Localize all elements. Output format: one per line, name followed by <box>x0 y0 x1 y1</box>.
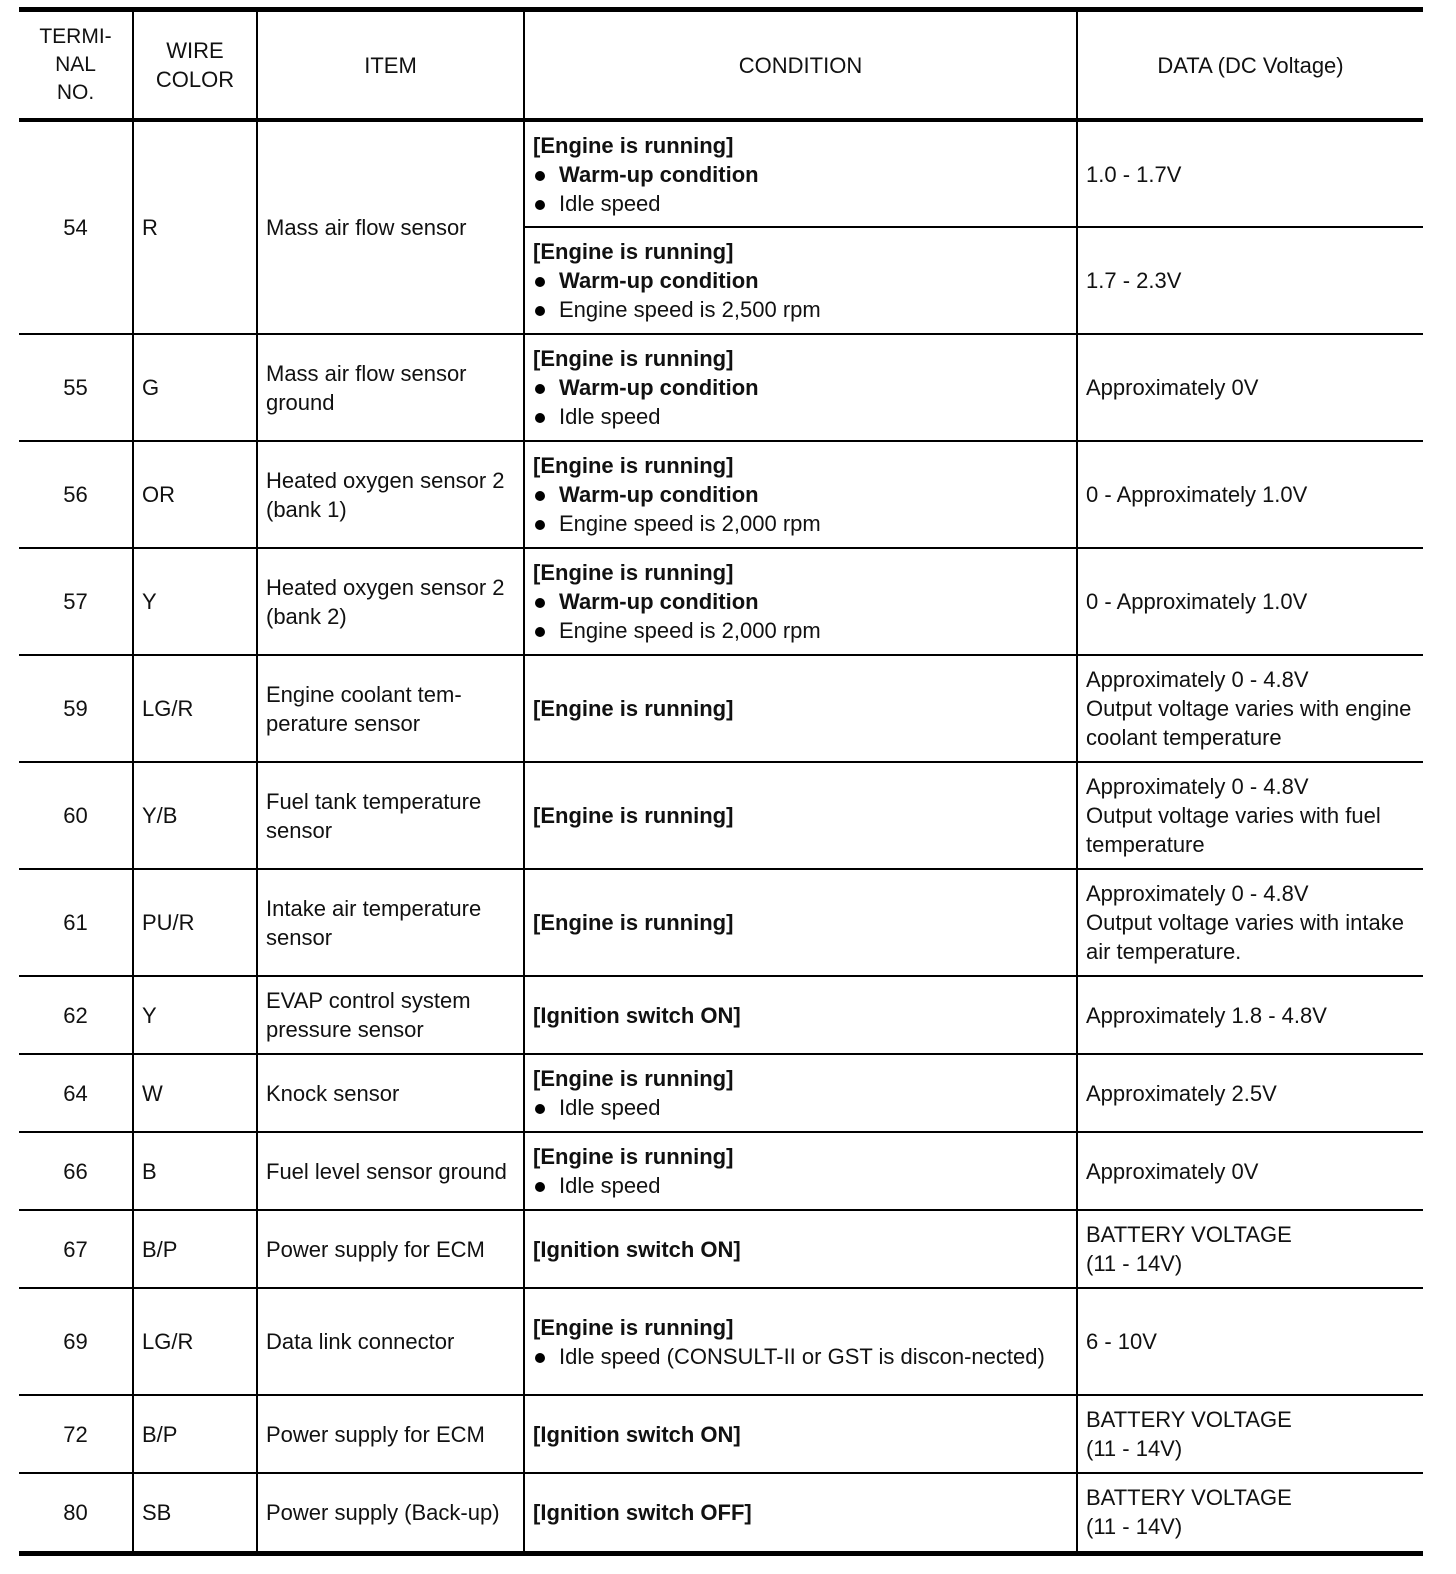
table-row <box>19 1132 1423 1210</box>
condition-title: [Engine is running] <box>533 1144 734 1169</box>
condition-title: [Engine is running] <box>533 696 734 721</box>
header-item: ITEM <box>257 10 524 121</box>
item-cell: Mass air flow sensor ground <box>257 334 524 441</box>
wire-color-cell: B/P <box>133 1395 257 1473</box>
bullet-text: Engine speed is 2,000 rpm <box>559 511 821 536</box>
item-cell: Knock sensor <box>257 1054 524 1132</box>
condition-bullet <box>533 587 1068 616</box>
data-line: BATTERY VOLTAGE <box>1086 1222 1292 1247</box>
data-line: (11 - 14V) <box>1086 1514 1183 1540</box>
table-row <box>19 1473 1423 1553</box>
wire-color-cell: Y <box>133 548 257 655</box>
condition-cell <box>524 548 1077 655</box>
bullet-text: Engine speed is 2,500 rpm <box>559 297 821 322</box>
terminal-cell: 59 <box>19 655 133 762</box>
data-voltage-cell <box>1077 334 1423 441</box>
bullet-dot-icon <box>535 1104 545 1114</box>
condition-title: [Ignition switch ON] <box>533 1236 741 1262</box>
terminal-cell: 54 <box>19 120 133 334</box>
item-cell: Intake air temperature sensor <box>257 869 524 976</box>
condition-bullet <box>533 160 1068 189</box>
data-line: Approximately 0V <box>1086 1158 1259 1184</box>
bullet-dot-icon <box>535 520 545 530</box>
condition-bullet <box>533 295 1068 324</box>
condition-bullet <box>533 266 1068 295</box>
data-line: 0 - Approximately 1.0V <box>1086 589 1308 614</box>
condition-cell <box>524 120 1077 227</box>
item-cell: Power supply for ECM <box>257 1395 524 1473</box>
bullet-text: Idle speed <box>559 190 661 216</box>
bullet-text: Idle speed <box>559 404 661 429</box>
data-voltage-cell <box>1077 1288 1423 1395</box>
wire-color-cell: B <box>133 1132 257 1210</box>
terminal-cell: 61 <box>19 869 133 976</box>
condition-bullet <box>533 1171 1068 1200</box>
data-voltage-cell <box>1077 976 1423 1054</box>
data-line: 1.0 - 1.7V <box>1086 161 1182 187</box>
data-voltage-cell <box>1077 120 1423 227</box>
item-cell: Data link connector <box>257 1288 524 1395</box>
item-cell: Power supply for ECM <box>257 1210 524 1288</box>
condition-title: [Ignition switch OFF] <box>533 1499 752 1525</box>
condition-bullet <box>533 480 1068 509</box>
bullet-text: Idle speed <box>559 1173 661 1198</box>
header-wire-color: WIRE COLOR <box>133 10 257 121</box>
wire-color-cell: LG/R <box>133 1288 257 1395</box>
terminal-cell: 66 <box>19 1132 133 1210</box>
data-line: (11 - 14V) <box>1086 1436 1183 1461</box>
condition-bullet <box>533 509 1068 538</box>
bullet-text: Warm-up condition <box>559 161 759 187</box>
terminal-cell: 64 <box>19 1054 133 1132</box>
data-line: Approximately 0 - 4.8V <box>1086 774 1309 799</box>
data-voltage-cell <box>1077 1395 1423 1473</box>
data-line: Output voltage varies with intake air temperature. <box>1086 910 1404 964</box>
wire-color-cell: B/P <box>133 1210 257 1288</box>
condition-title: [Engine is running] <box>533 1066 734 1091</box>
condition-title: [Engine is running] <box>533 803 734 828</box>
data-voltage-cell <box>1077 1210 1423 1288</box>
data-line: 0 - Approximately 1.0V <box>1086 482 1308 507</box>
condition-title: [Ignition switch ON] <box>533 1421 741 1447</box>
condition-cell <box>524 1395 1077 1473</box>
table-row <box>19 120 1423 227</box>
bullet-text: Warm-up condition <box>559 589 759 614</box>
terminal-cell: 60 <box>19 762 133 869</box>
condition-cell <box>524 1288 1077 1395</box>
wire-color-cell: G <box>133 334 257 441</box>
item-cell: Fuel level sensor ground <box>257 1132 524 1210</box>
bullet-dot-icon <box>535 384 545 394</box>
item-cell: Heated oxygen sensor 2 (bank 2) <box>257 548 524 655</box>
terminal-cell: 57 <box>19 548 133 655</box>
data-voltage-cell <box>1077 548 1423 655</box>
data-line: Approximately 0 - 4.8V <box>1086 667 1309 692</box>
condition-title: [Engine is running] <box>533 132 734 158</box>
table-row <box>19 1210 1423 1288</box>
wire-color-cell: LG/R <box>133 655 257 762</box>
bullet-dot-icon <box>535 277 545 287</box>
table-row <box>19 334 1423 441</box>
data-line: Approximately 2.5V <box>1086 1080 1277 1106</box>
data-line: Approximately 1.8 - 4.8V <box>1086 1002 1327 1028</box>
table-row <box>19 1395 1423 1473</box>
table-row <box>19 441 1423 548</box>
condition-cell <box>524 1210 1077 1288</box>
item-cell: Heated oxygen sensor 2 (bank 1) <box>257 441 524 548</box>
condition-cell <box>524 869 1077 976</box>
bullet-dot-icon <box>535 491 545 501</box>
terminal-cell: 80 <box>19 1473 133 1553</box>
item-cell: EVAP control system pressure sensor <box>257 976 524 1054</box>
data-line: (11 - 14V) <box>1086 1251 1183 1276</box>
wire-color-cell: PU/R <box>133 869 257 976</box>
condition-title: [Engine is running] <box>533 346 734 371</box>
table-row <box>19 1288 1423 1395</box>
data-voltage-cell <box>1077 441 1423 548</box>
condition-title: [Ignition switch ON] <box>533 1002 741 1028</box>
condition-title: [Engine is running] <box>533 239 734 264</box>
condition-cell <box>524 762 1077 869</box>
item-cell: Power supply (Back-up) <box>257 1473 524 1553</box>
header-data: DATA (DC Voltage) <box>1077 10 1423 121</box>
terminal-cell: 72 <box>19 1395 133 1473</box>
ecm-terminal-table <box>19 7 1423 1556</box>
table-row <box>19 976 1423 1054</box>
bullet-dot-icon <box>535 598 545 608</box>
header-terminal-no: TERMI- NAL NO. <box>19 10 133 121</box>
condition-cell <box>524 441 1077 548</box>
condition-cell <box>524 1132 1077 1210</box>
item-cell: Mass air flow sensor <box>257 120 524 334</box>
condition-title: [Engine is running] <box>533 453 734 478</box>
wire-color-cell: Y <box>133 976 257 1054</box>
terminal-cell: 62 <box>19 976 133 1054</box>
condition-bullet <box>533 402 1068 431</box>
condition-bullet <box>533 616 1068 645</box>
condition-bullet <box>533 1342 1068 1371</box>
data-line: 6 - 10V <box>1086 1329 1157 1354</box>
data-voltage-cell <box>1077 1054 1423 1132</box>
condition-title: [Engine is running] <box>533 560 734 585</box>
bullet-dot-icon <box>535 1182 545 1192</box>
data-voltage-cell <box>1077 762 1423 869</box>
header-condition: CONDITION <box>524 10 1077 121</box>
condition-title: [Engine is running] <box>533 910 734 935</box>
data-line: Approximately 0V <box>1086 375 1259 400</box>
table-row <box>19 548 1423 655</box>
table-row <box>19 1054 1423 1132</box>
wire-color-cell: R <box>133 120 257 334</box>
data-line: Output voltage varies with engine coolant temperature <box>1086 696 1412 750</box>
terminal-cell: 56 <box>19 441 133 548</box>
data-voltage-cell <box>1077 869 1423 976</box>
data-voltage-cell <box>1077 1132 1423 1210</box>
data-line: 1.7 - 2.3V <box>1086 268 1182 293</box>
bullet-dot-icon <box>535 171 545 181</box>
wire-color-cell: W <box>133 1054 257 1132</box>
condition-bullet <box>533 1093 1068 1122</box>
condition-cell <box>524 334 1077 441</box>
bullet-text: Engine speed is 2,000 rpm <box>559 618 821 643</box>
header-row <box>19 10 1423 121</box>
bullet-text: Warm-up condition <box>559 375 759 400</box>
bullet-text: Idle speed <box>559 1095 661 1120</box>
bullet-text: Idle speed (CONSULT-II or GST is discon-nected) <box>559 1343 1045 1369</box>
data-voltage-cell <box>1077 655 1423 762</box>
wire-color-cell: OR <box>133 441 257 548</box>
bullet-dot-icon <box>535 1353 545 1363</box>
condition-cell <box>524 1054 1077 1132</box>
terminal-cell: 55 <box>19 334 133 441</box>
table-row <box>19 869 1423 976</box>
bullet-dot-icon <box>535 200 545 210</box>
bullet-text: Warm-up condition <box>559 268 759 293</box>
terminal-cell: 67 <box>19 1210 133 1288</box>
data-voltage-cell <box>1077 1473 1423 1553</box>
table-row <box>19 655 1423 762</box>
bullet-dot-icon <box>535 627 545 637</box>
table-row <box>19 762 1423 869</box>
condition-cell <box>524 1473 1077 1553</box>
bullet-dot-icon <box>535 306 545 316</box>
data-line: Output voltage varies with fuel temperature <box>1086 803 1381 857</box>
condition-bullet <box>533 373 1068 402</box>
condition-bullet <box>533 189 1068 218</box>
bullet-dot-icon <box>535 413 545 423</box>
data-line: BATTERY VOLTAGE <box>1086 1407 1292 1432</box>
data-line: BATTERY VOLTAGE <box>1086 1485 1292 1511</box>
condition-cell <box>524 655 1077 762</box>
data-line: Approximately 0 - 4.8V <box>1086 881 1309 906</box>
data-voltage-cell <box>1077 227 1423 334</box>
item-cell: Fuel tank temperature sensor <box>257 762 524 869</box>
condition-title: [Engine is running] <box>533 1314 734 1340</box>
wire-color-cell: Y/B <box>133 762 257 869</box>
wire-color-cell: SB <box>133 1473 257 1553</box>
bullet-text: Warm-up condition <box>559 482 759 507</box>
condition-cell <box>524 976 1077 1054</box>
condition-cell <box>524 227 1077 334</box>
item-cell: Engine coolant tem-perature sensor <box>257 655 524 762</box>
terminal-cell: 69 <box>19 1288 133 1395</box>
